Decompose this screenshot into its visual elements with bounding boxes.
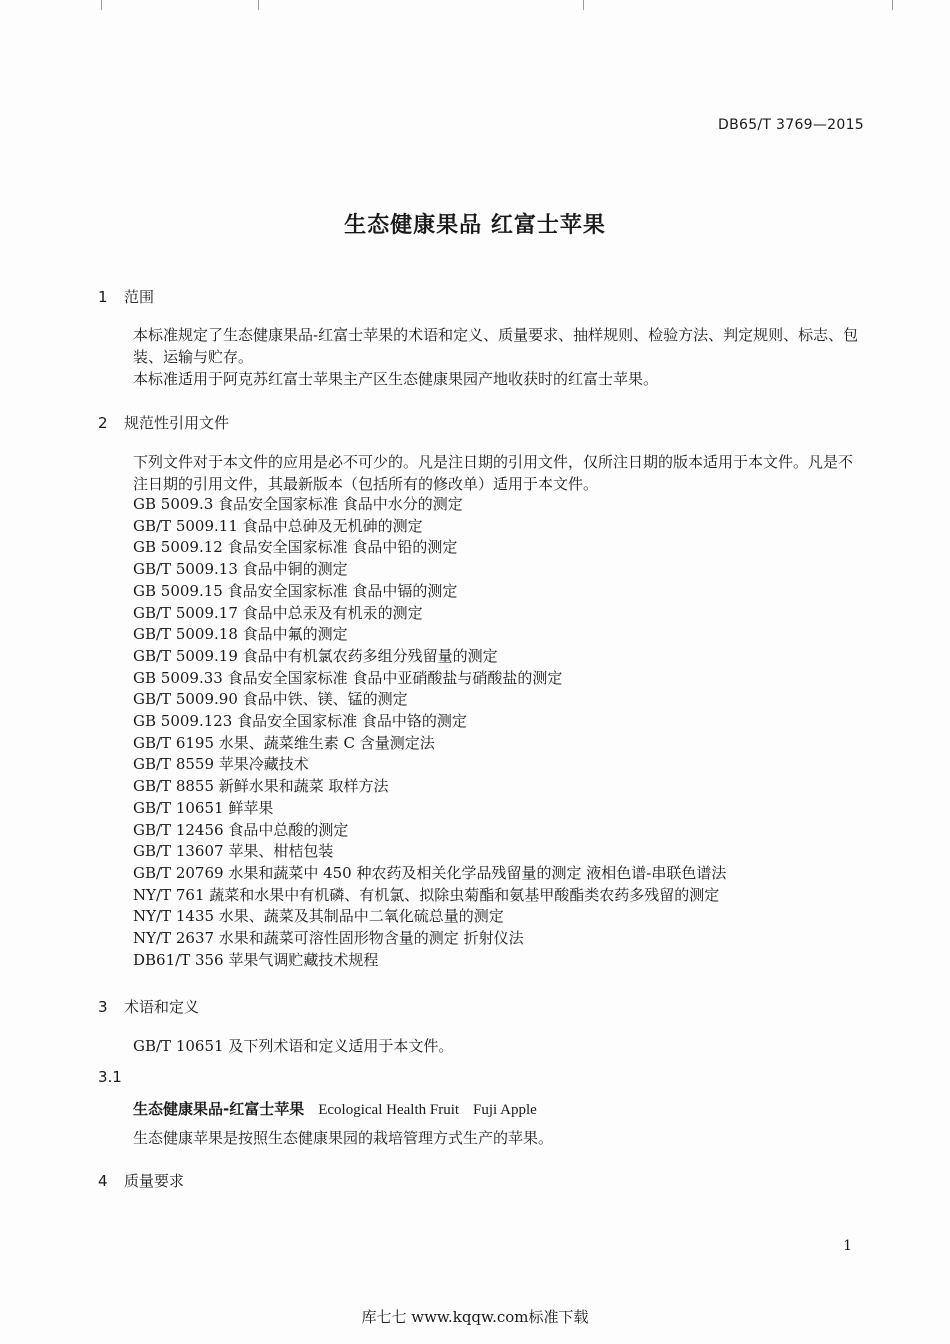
standard-number: DB65/T 3769—2015 xyxy=(718,117,864,133)
reference-item: GB 5009.3 食品安全国家标准 食品中水分的测定 xyxy=(133,495,463,513)
paragraph: 下列文件对于本文件的应用是必不可少的。凡是注日期的引用文件，仅所注日期的版本适用于本文件。凡是不注日期的引用文件，其最新版本（包括所有的修改单）适用于本文件。 xyxy=(133,453,854,493)
reference-item: NY/T 1435 水果、蔬菜及其制品中二氧化硫总量的测定 xyxy=(133,907,504,926)
scan-mark xyxy=(583,0,584,10)
reference-item: GB/T 10651 鲜苹果 xyxy=(133,798,274,817)
term-english: Fuji Apple xyxy=(473,1102,537,1118)
section-3-heading xyxy=(98,996,199,1017)
reference-item: NY/T 761 蔬菜和水果中有机磷、有机氯、拟除虫菊酯和氨基甲酸酯类农药多残留的测定 xyxy=(133,885,720,904)
reference-item: GB/T 8855 新鲜水果和蔬菜 取样方法 xyxy=(133,777,389,796)
reference-list xyxy=(133,494,726,971)
term-english: Ecological Health Fruit xyxy=(318,1102,460,1118)
reference-item: GB/T 5009.19 食品中有机氯农药多组分残留量的测定 xyxy=(133,646,498,665)
reference-item: GB/T 13607 苹果、柑桔包装 xyxy=(133,842,334,861)
section-number: 1 xyxy=(98,288,108,306)
subsection-number: 3.1 xyxy=(98,1068,122,1086)
reference-item: GB 5009.123 食品安全国家标准 食品中铬的测定 xyxy=(133,712,467,731)
term-entry xyxy=(133,1098,537,1119)
section-title: 范围 xyxy=(124,288,155,306)
section-2-intro xyxy=(97,451,867,495)
reference-item: GB/T 12456 食品中总酸的测定 xyxy=(133,820,349,839)
section-title: 术语和定义 xyxy=(124,998,200,1016)
reference-item: GB 5009.33 食品安全国家标准 食品中亚硝酸盐与硝酸盐的测定 xyxy=(133,668,563,687)
reference-item: GB/T 8559 苹果冷藏技术 xyxy=(133,755,309,774)
reference-item: GB/T 6195 水果、蔬菜维生素 C 含量测定法 xyxy=(133,733,435,752)
section-3-intro: GB/T 10651 及下列术语和定义适用于本文件。 xyxy=(133,1037,454,1055)
section-2-heading xyxy=(98,412,229,433)
footer-watermark: 库七七 www.kqqw.com标准下载 xyxy=(361,1308,589,1326)
section-1-heading xyxy=(98,286,154,307)
section-title: 规范性引用文件 xyxy=(124,414,230,432)
section-number: 2 xyxy=(98,414,108,432)
section-title: 质量要求 xyxy=(124,1172,185,1190)
paragraph: 本标准规定了生态健康果品-红富士苹果的术语和定义、质量要求、抽样规则、检验方法、判定规则、标志、包装、运输与贮存。 xyxy=(133,326,859,366)
term-definition: 生态健康苹果是按照生态健康果园的栽培管理方式生产的苹果。 xyxy=(133,1129,554,1147)
reference-item: NY/T 2637 水果和蔬菜可溶性固形物含量的测定 折射仪法 xyxy=(133,929,524,948)
reference-item: GB 5009.12 食品安全国家标准 食品中铅的测定 xyxy=(133,538,458,557)
reference-item: GB/T 20769 水果和蔬菜中 450 种农药及相关化学品残留量的测定 液相色谱-串联色谱法 xyxy=(133,863,727,882)
scan-mark xyxy=(101,0,102,10)
scan-mark xyxy=(258,0,259,10)
section-number: 3 xyxy=(98,998,108,1016)
paragraph: 本标准适用于阿克苏红富士苹果主产区生态健康果园产地收获时的红富士苹果。 xyxy=(133,370,659,388)
reference-item: GB/T 5009.90 食品中铁、镁、锰的测定 xyxy=(133,690,408,709)
reference-item: GB/T 5009.13 食品中铜的测定 xyxy=(133,560,348,579)
reference-item: GB/T 5009.17 食品中总汞及有机汞的测定 xyxy=(133,603,423,622)
section-1-body xyxy=(97,324,867,390)
section-number: 4 xyxy=(98,1172,108,1190)
document-title: 生态健康果品 红富士苹果 xyxy=(344,213,606,238)
reference-item: GB/T 5009.18 食品中氟的测定 xyxy=(133,625,348,644)
reference-item: DB61/T 356 苹果气调贮藏技术规程 xyxy=(133,950,379,969)
reference-item: GB 5009.15 食品安全国家标准 食品中镉的测定 xyxy=(133,581,458,600)
section-4-heading xyxy=(98,1170,184,1191)
scan-mark xyxy=(892,0,893,10)
page-number: 1 xyxy=(843,1238,852,1254)
reference-item: GB/T 5009.11 食品中总砷及无机砷的测定 xyxy=(133,516,423,535)
term-chinese: 生态健康果品-红富士苹果 xyxy=(133,1100,305,1118)
